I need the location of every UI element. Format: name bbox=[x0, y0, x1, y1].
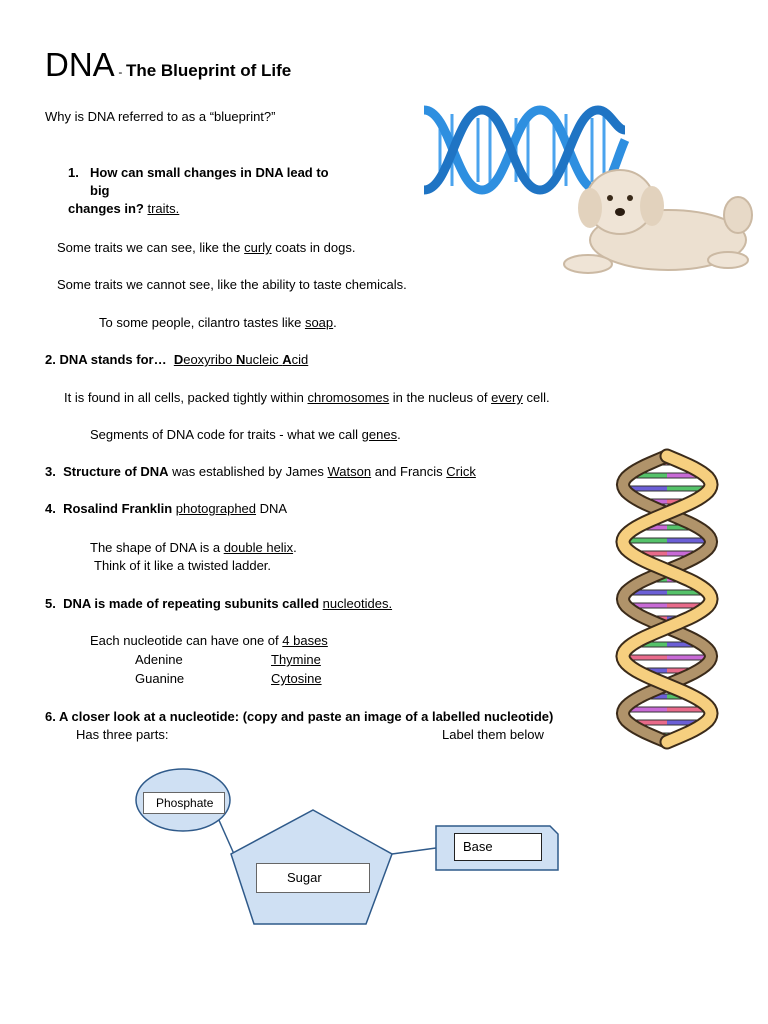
dog-tail bbox=[724, 197, 752, 233]
base-guanine: Guanine bbox=[135, 671, 185, 686]
title-main: DNA bbox=[45, 46, 115, 83]
dog-nose bbox=[615, 208, 625, 216]
q3-before: was established by James bbox=[168, 464, 328, 479]
cilantro-answer: soap bbox=[304, 315, 334, 330]
dog-paw-front bbox=[564, 255, 612, 273]
phosphate-label[interactable]: Phosphate bbox=[143, 792, 225, 814]
q3-answer2: Crick bbox=[446, 464, 476, 479]
base-thymine bbox=[271, 651, 321, 668]
cells-after: cell. bbox=[522, 390, 550, 405]
shape-answer: double helix bbox=[223, 540, 294, 555]
q1-number: 1. bbox=[68, 165, 79, 180]
q2-line bbox=[45, 351, 308, 368]
cells-middle: in the nucleus of bbox=[389, 390, 492, 405]
q2-d-rest: eoxyribo bbox=[183, 352, 236, 367]
dog-eye-right bbox=[627, 195, 633, 201]
q3-middle: and Francis bbox=[371, 464, 447, 479]
q1-line3-prefix: changes in? bbox=[68, 201, 144, 216]
segments-line bbox=[90, 426, 401, 443]
dog-eye-left bbox=[607, 195, 613, 201]
base-thymine-answer: Thymine bbox=[271, 652, 321, 667]
title-subtitle: The Blueprint of Life bbox=[125, 61, 292, 80]
q3-bold: Structure of DNA bbox=[63, 464, 169, 479]
traits-see-answer: curly bbox=[244, 240, 272, 255]
ladder-line: Think of it like a twisted ladder. bbox=[94, 558, 272, 573]
traits-see-before: Some traits we can see, like the bbox=[57, 240, 245, 255]
dog-ear-left bbox=[578, 188, 602, 228]
segments-before: Segments of DNA code for traits - what we call bbox=[90, 427, 362, 442]
q1-line2: big bbox=[90, 183, 110, 198]
q4-after: DNA bbox=[256, 501, 288, 516]
q2-a-rest: cid bbox=[291, 352, 309, 367]
q5-bold: DNA is made of repeating subunits called bbox=[63, 596, 320, 611]
double-helix-image bbox=[605, 448, 730, 750]
bases-intro-before: Each nucleotide can have one of bbox=[90, 633, 283, 648]
dog-paw-back bbox=[708, 252, 748, 268]
base-cytosine bbox=[271, 670, 322, 687]
sugar-label[interactable]: Sugar bbox=[256, 863, 370, 893]
q1-line1: How can small changes in DNA lead to bbox=[90, 165, 329, 180]
q2-n-rest: ucleic bbox=[245, 352, 283, 367]
base-cytosine-answer: Cytosine bbox=[271, 671, 322, 686]
q2-answer bbox=[174, 352, 308, 367]
q2-prefix: 2. DNA stands for… bbox=[45, 352, 167, 367]
q3-line bbox=[45, 463, 476, 480]
bases-intro bbox=[90, 632, 328, 649]
q2-n-bold: N bbox=[235, 352, 246, 367]
traits-see-line bbox=[57, 239, 355, 256]
cells-line bbox=[64, 389, 550, 406]
q2-d-bold: D bbox=[173, 352, 184, 367]
q6-title: 6. A closer look at a nucleotide: (copy and paste an image of a labelled nucleotide) bbox=[45, 709, 554, 724]
base-label[interactable]: Base bbox=[454, 833, 542, 861]
phosphate-sugar-bond bbox=[218, 818, 234, 854]
cells-before: It is found in all cells, packed tightly within bbox=[64, 390, 308, 405]
segments-answer: genes bbox=[361, 427, 398, 442]
q6-parts: Has three parts: bbox=[76, 727, 169, 742]
q4-number: 4. bbox=[45, 501, 56, 516]
segments-after: . bbox=[397, 427, 401, 442]
intro-question: Why is DNA referred to as a “blueprint?” bbox=[45, 109, 276, 124]
dog-image bbox=[548, 160, 758, 278]
q4-bold: Rosalind Franklin bbox=[63, 501, 173, 516]
q1-answer: traits. bbox=[147, 201, 180, 216]
q1-line3 bbox=[68, 200, 179, 217]
cells-answer1: chromosomes bbox=[307, 390, 390, 405]
bases-intro-answer: 4 bases bbox=[282, 633, 328, 648]
title-separator: - bbox=[118, 65, 123, 79]
shape-after: . bbox=[293, 540, 297, 555]
base-adenine: Adenine bbox=[135, 652, 183, 667]
q5-line bbox=[45, 595, 392, 612]
q6-label-prompt: Label them below bbox=[442, 727, 544, 742]
traits-see-after: coats in dogs. bbox=[271, 240, 356, 255]
shape-line bbox=[90, 539, 297, 556]
cilantro-before: To some people, cilantro tastes like bbox=[99, 315, 305, 330]
q3-number: 3. bbox=[45, 464, 56, 479]
cilantro-after: . bbox=[333, 315, 337, 330]
cells-answer2: every bbox=[491, 390, 523, 405]
q2-a-bold: A bbox=[282, 352, 292, 367]
shape-before: The shape of DNA is a bbox=[90, 540, 224, 555]
dog-ear-right bbox=[640, 186, 664, 226]
q5-number: 5. bbox=[45, 596, 56, 611]
q4-answer: photographed bbox=[175, 501, 257, 516]
q5-answer: nucleotides. bbox=[322, 596, 393, 611]
traits-cannot-line: Some traits we cannot see, like the ability to taste chemicals. bbox=[57, 277, 407, 292]
cilantro-line bbox=[99, 314, 337, 331]
q4-line bbox=[45, 500, 287, 517]
page-title bbox=[45, 47, 291, 83]
sugar-base-bond bbox=[392, 848, 436, 854]
q3-answer1: Watson bbox=[327, 464, 372, 479]
